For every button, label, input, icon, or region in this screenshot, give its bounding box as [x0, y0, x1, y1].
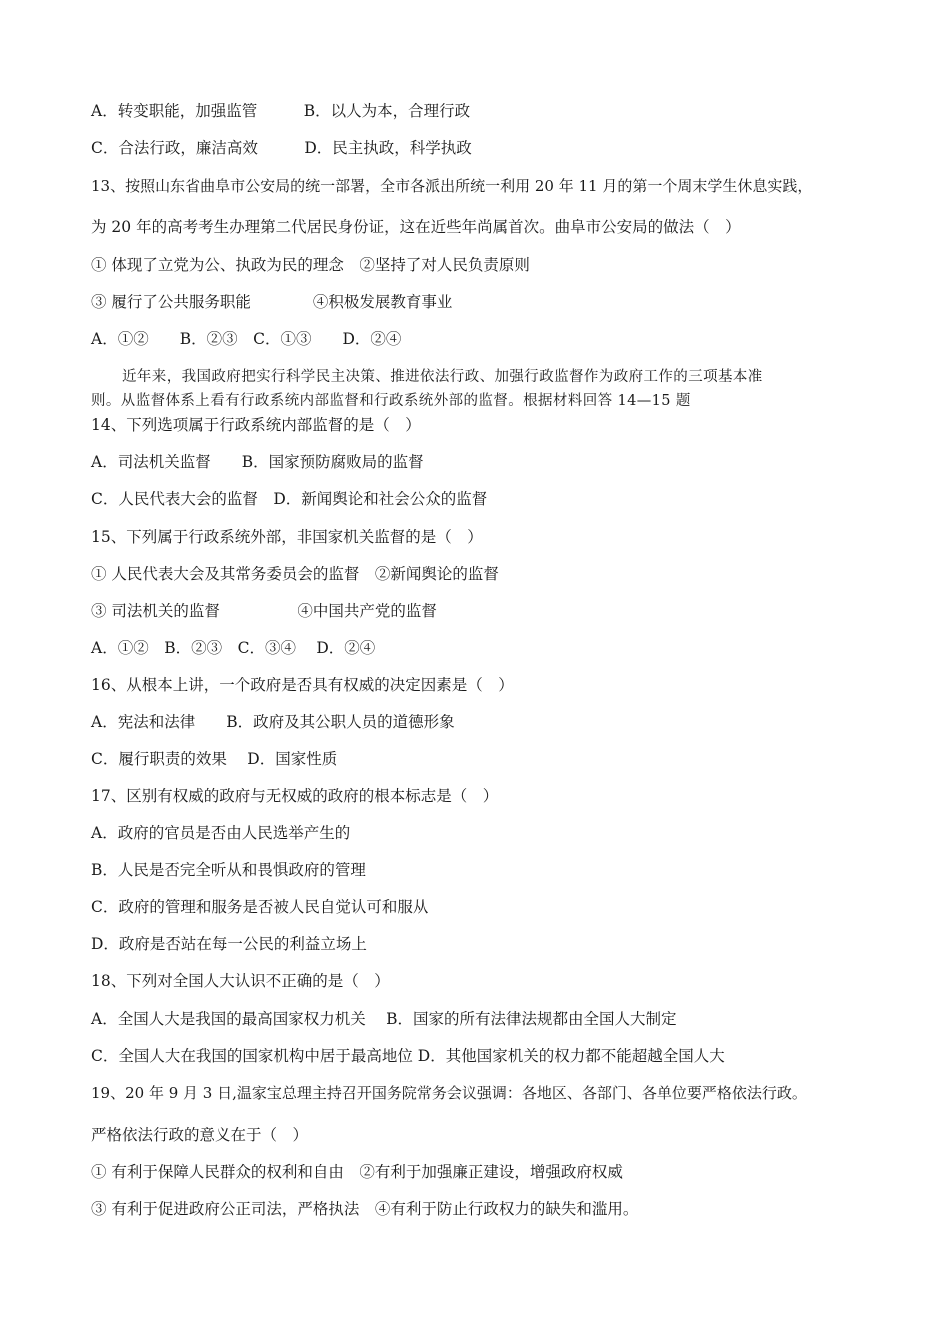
material-paragraph-line1: 近年来，我国政府把实行科学民主决策、推进依法行政、加强行政监督作为政府工作的三项基本准 [122, 369, 763, 385]
q17-stem: 17、区别有权威的政府与无权威的政府的根本标志是（ ） [91, 787, 499, 805]
q13-stem-line1: 13、按照山东省曲阜市公安局的统一部署，全市各派出所统一利用 20 年 11 月的第一个周末学生休息实践， [91, 177, 813, 195]
q19-stem-line1: 19、20 年 9 月 3 日,温家宝总理主持召开国务院常务会议强调：各地区、各部门、各单位要严格依法行政。 [91, 1084, 807, 1102]
q13-stem-line2: 为 20 年的高考考生办理第二代居民身份证，这在近些年尚属首次。曲阜市公安局的做法（ ） [91, 218, 741, 236]
q18-options-cd: C．全国人大在我国的国家机构中居于最高地位 D．其他国家机关的权力都不能超越全国人大 [91, 1047, 725, 1065]
q13-statements-12: ① 体现了立党为公、执政为民的理念 ②坚持了对人民负责原则 [91, 256, 530, 274]
q17-option-b: B．人民是否完全听从和畏惧政府的管理 [91, 861, 366, 879]
q17-option-a: A．政府的官员是否由人民选举产生的 [91, 824, 351, 842]
q14-options-ab: A．司法机关监督 B．国家预防腐败局的监督 [91, 453, 424, 471]
material-paragraph-line2: 则。从监督体系上看有行政系统内部监督和行政系统外部的监督。根据材料回答 14—15 题 [91, 393, 691, 409]
q16-options-cd: C．履行职责的效果 D．国家性质 [91, 750, 338, 768]
q19-statements-34: ③ 有利于促进政府公正司法，严格执法 ④有利于防止行政权力的缺失和滥用。 [91, 1200, 639, 1218]
q15-statements-12: ① 人民代表大会及其常务委员会的监督 ②新闻舆论的监督 [91, 565, 499, 583]
q16-options-ab: A．宪法和法律 B．政府及其公职人员的道德形象 [91, 713, 455, 731]
q16-stem: 16、从根本上讲，一个政府是否具有权威的决定因素是（ ） [91, 676, 514, 694]
q15-options: A．①② B．②③ C．③④ D．②④ [91, 639, 376, 657]
q12-options-ab: A．转变职能，加强监管 B．以人为本，合理行政 [91, 102, 471, 120]
q14-options-cd: C．人民代表大会的监督 D．新闻舆论和社会公众的监督 [91, 490, 488, 508]
q17-option-d: D．政府是否站在每一公民的利益立场上 [91, 935, 367, 953]
q12-options-cd: C．合法行政，廉洁高效 D．民主执政，科学执政 [91, 139, 472, 157]
q19-stem-line2: 严格依法行政的意义在于（ ） [91, 1126, 309, 1144]
q14-stem: 14、下列选项属于行政系统内部监督的是（ ） [91, 416, 421, 434]
q19-statements-12: ① 有利于保障人民群众的权利和自由 ②有利于加强廉正建设，增强政府权威 [91, 1163, 623, 1181]
q15-stem: 15、下列属于行政系统外部，非国家机关监督的是（ ） [91, 528, 483, 546]
q18-options-ab: A．全国人大是我国的最高国家权力机关 B．国家的所有法律法规都由全国人大制定 [91, 1010, 677, 1028]
q15-statements-34: ③ 司法机关的监督 ④中国共产党的监督 [91, 602, 437, 620]
q13-options: A．①② B．②③ C．①③ D．②④ [91, 330, 402, 348]
q13-statements-34: ③ 履行了公共服务职能 ④积极发展教育事业 [91, 293, 453, 311]
q17-option-c: C．政府的管理和服务是否被人民自觉认可和服从 [91, 898, 429, 916]
q18-stem: 18、下列对全国人大认识不正确的是（ ） [91, 972, 390, 990]
